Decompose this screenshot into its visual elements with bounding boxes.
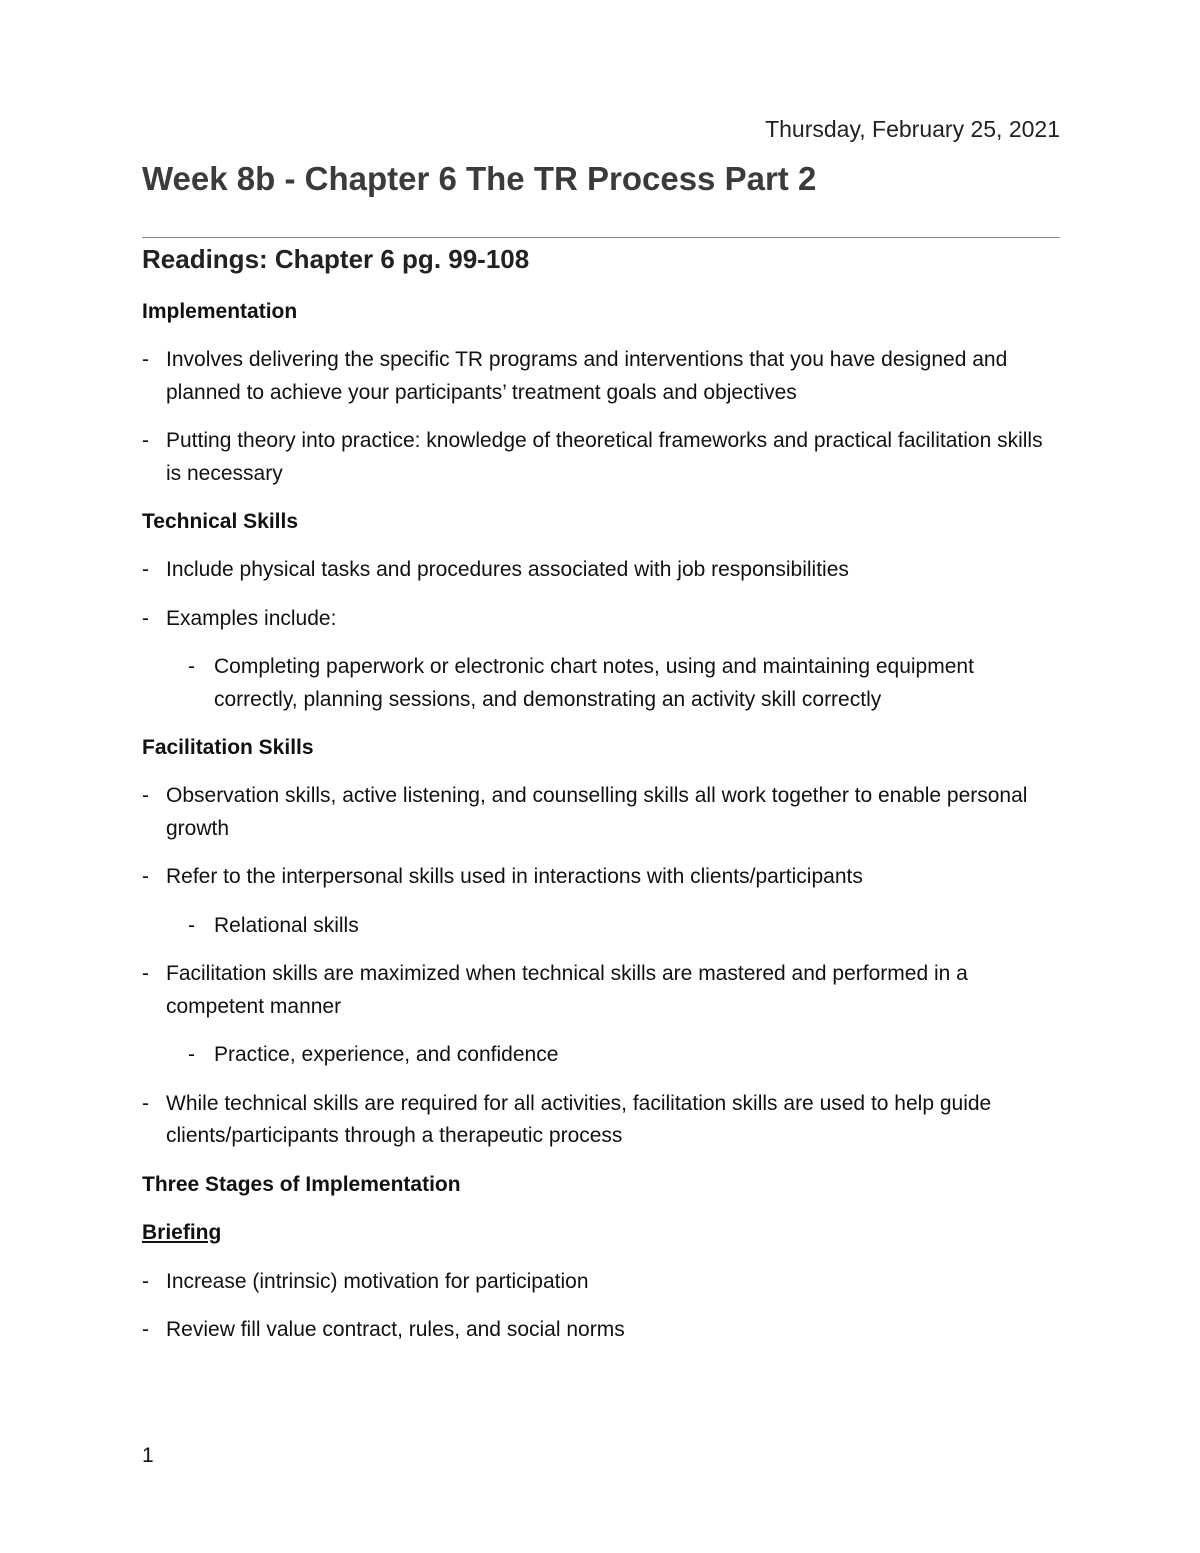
list-item-text: Include physical tasks and procedures associated with job responsibilities	[166, 558, 849, 581]
subheading-briefing: Briefing	[142, 1220, 222, 1244]
bullet-dash: -	[142, 558, 149, 581]
list-item-text: Observation skills, active listening, and counselling skills all work together to enable personal growth	[166, 784, 1028, 840]
section-heading-implementation: Implementation	[142, 300, 298, 323]
document-page	[142, 0, 1060, 1553]
bullet-dash: -	[142, 865, 149, 888]
bullet-dash: -	[188, 913, 195, 937]
list-item	[142, 554, 1060, 587]
sub-list-item	[142, 910, 1060, 943]
list-item-text: Refer to the interpersonal skills used in interactions with clients/participants	[166, 865, 863, 888]
bullet-dash: -	[142, 1269, 149, 1293]
list-item-text: Increase (intrinsic) motivation for participation	[166, 1269, 589, 1293]
list-item	[142, 1314, 1060, 1347]
list-item-text: Involves delivering the specific TR programs and interventions that you have designed and planned to achieve your participants’ treatment goals and objectives	[166, 348, 1008, 404]
bullet-dash: -	[188, 655, 195, 678]
document-title: Week 8b - Chapter 6 The TR Process Part 2	[142, 160, 817, 197]
list-item	[142, 344, 1060, 409]
list-item-text: Relational skills	[214, 913, 359, 937]
bullet-dash: -	[142, 348, 149, 371]
list-item-text: Examples include:	[166, 606, 337, 630]
sub-list-item	[142, 1039, 1060, 1072]
list-item-text: Completing paperwork or electronic chart notes, using and maintaining equipment correctly, planning sessions, and demonstrating an activity skill correctly	[214, 655, 974, 711]
list-item-text: While technical skills are required for all activities, facilitation skills are used to help guide clients/participants through a therapeutic process	[166, 1091, 992, 1147]
bullet-dash: -	[142, 1318, 149, 1341]
list-item	[142, 780, 1060, 845]
bullet-dash: -	[188, 1043, 195, 1066]
list-item-text: Review fill value contract, rules, and social norms	[166, 1318, 625, 1341]
document-date: Thursday, February 25, 2021	[765, 116, 1060, 142]
page-number: 1	[142, 1444, 154, 1467]
title-divider	[142, 237, 1060, 238]
list-item-text: Practice, experience, and confidence	[214, 1043, 559, 1066]
bullet-dash: -	[142, 606, 149, 630]
bullet-dash: -	[142, 962, 149, 985]
list-item	[142, 861, 1060, 894]
section-heading-three-stages: Three Stages of Implementation	[142, 1172, 461, 1196]
bullet-dash: -	[142, 784, 149, 807]
sub-list-item	[142, 651, 1060, 716]
bullet-dash: -	[142, 1091, 149, 1115]
section-heading-facilitation-skills: Facilitation Skills	[142, 736, 314, 759]
list-item-text: Facilitation skills are maximized when technical skills are mastered and performed in a competent manner	[166, 962, 968, 1018]
list-item	[142, 1088, 1060, 1153]
bullet-dash: -	[142, 429, 149, 452]
list-item	[142, 958, 1060, 1023]
list-item-text: Putting theory into practice: knowledge of theoretical frameworks and practical facilitation skills is necessary	[166, 429, 1043, 485]
list-item	[142, 1266, 1060, 1299]
section-heading-technical-skills: Technical Skills	[142, 510, 299, 533]
readings-line: Readings: Chapter 6 pg. 99-108	[142, 244, 530, 274]
list-item	[142, 425, 1060, 490]
notes-content	[142, 296, 1060, 1363]
list-item	[142, 603, 1060, 636]
